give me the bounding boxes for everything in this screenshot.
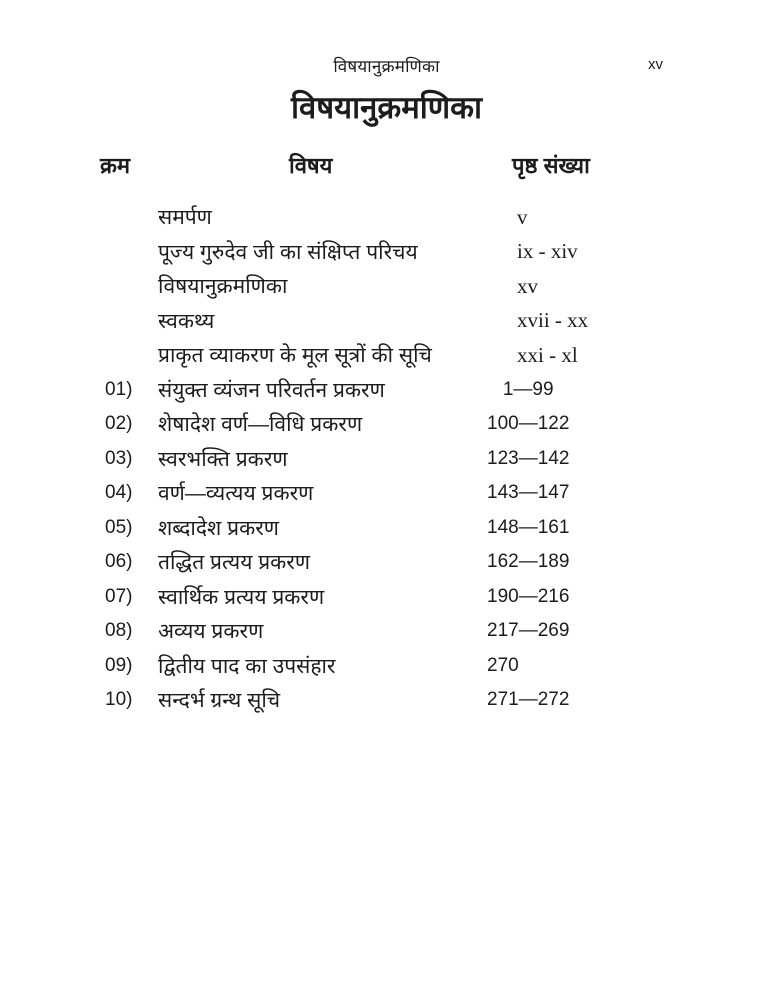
toc-row xyxy=(0,511,773,546)
toc-pages: 270 xyxy=(487,654,519,676)
toc-pages: xvii - xx xyxy=(517,308,589,333)
column-headers xyxy=(0,150,773,190)
toc-pages: 1—99 xyxy=(487,378,554,400)
toc-title: पूज्य गुरुदेव जी का संक्षिप्त परिचय xyxy=(158,240,418,264)
toc-row xyxy=(0,235,773,270)
toc-title: शब्दादेश प्रकरण xyxy=(158,516,279,540)
toc-row xyxy=(0,373,773,408)
toc-list xyxy=(0,200,773,718)
column-header-subject: विषय xyxy=(289,153,333,178)
toc-pages: v xyxy=(517,204,528,229)
toc-serial: 01) xyxy=(105,378,133,400)
toc-serial: 03) xyxy=(105,447,133,469)
toc-row xyxy=(0,614,773,649)
toc-row xyxy=(0,476,773,511)
toc-pages: 162—189 xyxy=(487,551,570,573)
toc-serial: 06) xyxy=(105,551,133,573)
toc-row xyxy=(0,338,773,373)
toc-pages: xxi - xl xyxy=(517,342,578,367)
toc-serial: 02) xyxy=(105,413,133,435)
toc-row xyxy=(0,649,773,684)
running-head-title: विषयानुक्रमणिका xyxy=(333,57,440,76)
column-header-serial: क्रम xyxy=(100,153,131,178)
toc-title: सन्दर्भ ग्रन्थ सूचि xyxy=(158,689,281,713)
toc-title: वर्ण—व्यत्यय प्रकरण xyxy=(158,482,314,506)
toc-title: समर्पण xyxy=(158,206,212,230)
toc-row xyxy=(0,407,773,442)
toc-row xyxy=(0,545,773,580)
toc-serial: 04) xyxy=(105,482,133,504)
column-header-pages: पृष्ठ संख्या xyxy=(512,153,590,178)
page-folio: xv xyxy=(648,56,663,73)
toc-title: तद्धित प्रत्यय प्रकरण xyxy=(158,551,311,575)
toc-pages: 148—161 xyxy=(487,516,570,538)
toc-row xyxy=(0,200,773,235)
toc-title: द्वितीय पाद का उपसंहार xyxy=(158,654,336,678)
toc-row xyxy=(0,269,773,304)
page-title: विषयानुक्रमणिका xyxy=(290,90,483,125)
toc-row xyxy=(0,683,773,718)
toc-serial: 07) xyxy=(105,585,133,607)
running-head xyxy=(0,54,773,76)
toc-serial: 08) xyxy=(105,620,133,642)
toc-pages: 143—147 xyxy=(487,482,570,504)
toc-pages: 190—216 xyxy=(487,585,570,607)
toc-serial: 05) xyxy=(105,516,133,538)
toc-title: स्वार्थिक प्रत्यय प्रकरण xyxy=(158,585,325,609)
toc-title: विषयानुक्रमणिका xyxy=(158,275,288,299)
toc-pages: 123—142 xyxy=(487,447,570,469)
toc-serial: 10) xyxy=(105,689,133,711)
toc-row xyxy=(0,442,773,477)
toc-title: स्वरभक्ति प्रकरण xyxy=(158,447,288,471)
toc-title: अव्यय प्रकरण xyxy=(158,620,264,644)
toc-pages: 100—122 xyxy=(487,413,570,435)
toc-row xyxy=(0,304,773,339)
toc-row xyxy=(0,580,773,615)
toc-pages: 271—272 xyxy=(487,689,570,711)
toc-title: स्वकथ्य xyxy=(158,309,215,333)
toc-title: संयुक्त व्यंजन परिवर्तन प्रकरण xyxy=(158,378,385,402)
toc-pages: xv xyxy=(517,273,538,298)
toc-title: प्राकृत व्याकरण के मूल सूत्रों की सूचि xyxy=(158,344,432,368)
toc-title: शेषादेश वर्ण—विधि प्रकरण xyxy=(158,413,363,437)
toc-pages: ix - xiv xyxy=(517,239,578,264)
toc-pages: 217—269 xyxy=(487,620,570,642)
toc-serial: 09) xyxy=(105,654,133,676)
